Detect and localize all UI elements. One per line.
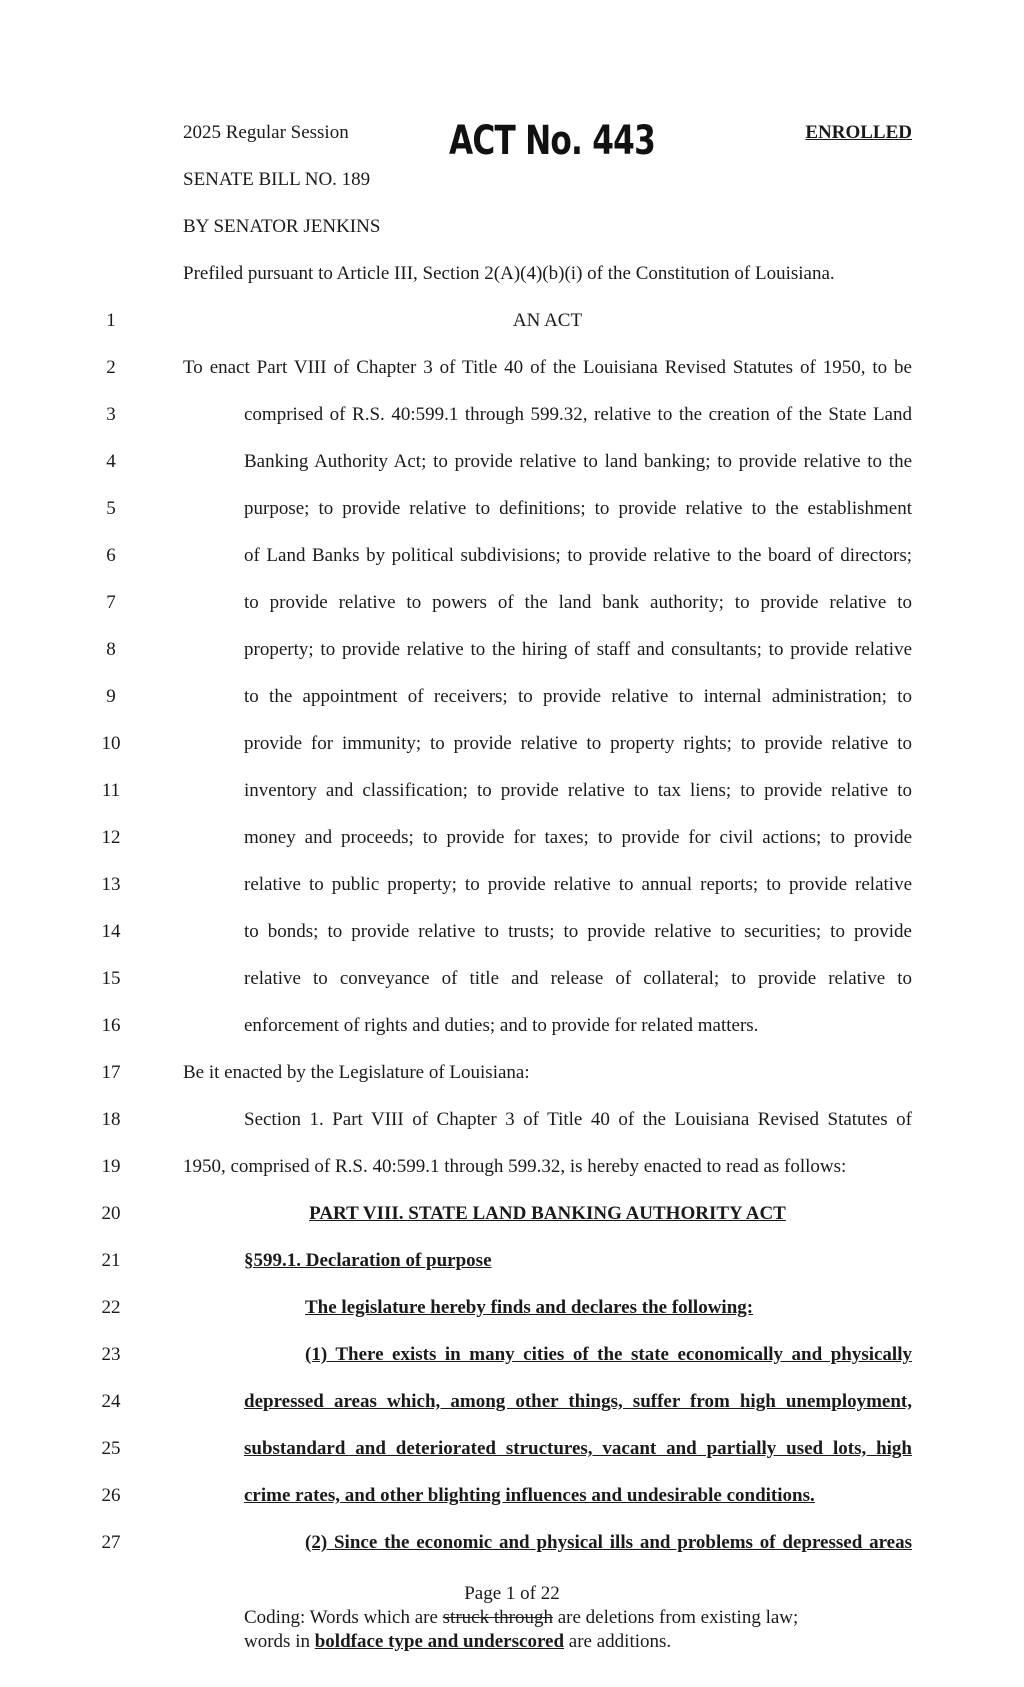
part-heading: PART VIII. STATE LAND BANKING AUTHORITY ACT <box>309 1203 786 1224</box>
title-line: to bonds; to provide relative to trusts; to provide relative to securities; to provide <box>244 921 912 942</box>
words-suffix: are additions. <box>568 1631 672 1652</box>
line-number: 21 <box>101 1250 121 1271</box>
coding-legend-line2 <box>244 1631 671 1653</box>
line-number: 19 <box>101 1156 121 1177</box>
page-number: Page 1 of 22 <box>464 1583 560 1604</box>
prefiled-note: Prefiled pursuant to Article III, Section 2(A)(4)(b)(i) of the Constitution of Louisiana. <box>183 263 835 284</box>
title-line: relative to conveyance of title and release of collateral; to provide relative to <box>244 968 912 989</box>
title-line: Banking Authority Act; to provide relative to land banking; to provide relative to the <box>244 451 912 472</box>
line-number: 8 <box>106 639 116 660</box>
line-number: 16 <box>101 1015 121 1036</box>
line-number: 6 <box>106 545 116 566</box>
enrolled-badge: ENROLLED <box>805 122 912 143</box>
line-number: 2 <box>106 357 116 378</box>
added-text-line: depressed areas which, among other things, suffer from high unemployment, <box>244 1391 912 1412</box>
line-number: 23 <box>101 1344 121 1365</box>
line-number: 17 <box>101 1062 121 1083</box>
title-line: To enact Part VIII of Chapter 3 of Title 40 of the Louisiana Revised Statutes of 1950, to be <box>183 357 912 378</box>
line-number: 5 <box>106 498 116 519</box>
coding-legend-line1 <box>244 1607 798 1629</box>
coding-struck-sample: struck through <box>442 1607 553 1628</box>
title-line: inventory and classification; to provide relative to tax liens; to provide relative to <box>244 780 912 801</box>
added-text-line: (2) Since the economic and physical ills and problems of depressed areas <box>305 1532 912 1553</box>
words-in-label: words in <box>244 1631 310 1652</box>
line-number: 12 <box>101 827 121 848</box>
line-number: 10 <box>101 733 121 754</box>
title-line: of Land Banks by political subdivisions; to provide relative to the board of directors; <box>244 545 912 566</box>
section-line: Section 1. Part VIII of Chapter 3 of Title 40 of the Louisiana Revised Statutes of <box>244 1109 912 1130</box>
line-number: 13 <box>101 874 121 895</box>
act-number-title: ACT No. 443 <box>449 118 656 164</box>
line-number: 26 <box>101 1485 121 1506</box>
line-number: 27 <box>101 1532 121 1553</box>
line-number: 4 <box>106 451 116 472</box>
title-line: provide for immunity; to provide relative to property rights; to provide relative to <box>244 733 912 754</box>
line-number: 25 <box>101 1438 121 1459</box>
line-number: 22 <box>101 1297 121 1318</box>
boldface-sample: boldface type and underscored <box>314 1631 565 1652</box>
line-number: 15 <box>101 968 121 989</box>
act-heading: AN ACT <box>512 310 583 331</box>
line-number: 9 <box>106 686 116 707</box>
line-number: 24 <box>101 1391 121 1412</box>
added-text-line: crime rates, and other blighting influences and undesirable conditions. <box>244 1485 815 1506</box>
title-line: to provide relative to powers of the land bank authority; to provide relative to <box>244 592 912 613</box>
title-line: enforcement of rights and duties; and to provide for related matters. <box>244 1015 759 1036</box>
bill-number: SENATE BILL NO. 189 <box>183 169 371 190</box>
section-line: 1950, comprised of R.S. 40:599.1 through 599.32, is hereby enacted to read as follows: <box>183 1156 847 1177</box>
coding-prefix: Coding: Words which are <box>244 1607 438 1628</box>
line-number: 20 <box>101 1203 121 1224</box>
enacting-clause: Be it enacted by the Legislature of Louisiana: <box>183 1062 530 1083</box>
title-line: property; to provide relative to the hiring of staff and consultants; to provide relative <box>244 639 912 660</box>
bill-author: BY SENATOR JENKINS <box>183 216 381 237</box>
line-number: 18 <box>101 1109 121 1130</box>
coding-suffix: are deletions from existing law; <box>557 1607 799 1628</box>
line-number: 7 <box>106 592 116 613</box>
title-line: relative to public property; to provide relative to annual reports; to provide relative <box>244 874 912 895</box>
section-heading: §599.1. Declaration of purpose <box>244 1250 492 1271</box>
session-label: 2025 Regular Session <box>183 122 349 143</box>
line-number: 11 <box>101 780 121 801</box>
added-text-line: (1) There exists in many cities of the state economically and physically <box>305 1344 912 1365</box>
title-line: purpose; to provide relative to definitions; to provide relative to the establishment <box>244 498 912 519</box>
line-number: 3 <box>106 404 116 425</box>
title-line: money and proceeds; to provide for taxes; to provide for civil actions; to provide <box>244 827 912 848</box>
added-text-line: The legislature hereby finds and declares the following: <box>305 1297 754 1318</box>
title-line: to the appointment of receivers; to provide relative to internal administration; to <box>244 686 912 707</box>
title-line: comprised of R.S. 40:599.1 through 599.32, relative to the creation of the State Land <box>244 404 912 425</box>
line-number: 14 <box>101 921 121 942</box>
line-number: 1 <box>106 310 116 331</box>
added-text-line: substandard and deteriorated structures, vacant and partially used lots, high <box>244 1438 912 1459</box>
